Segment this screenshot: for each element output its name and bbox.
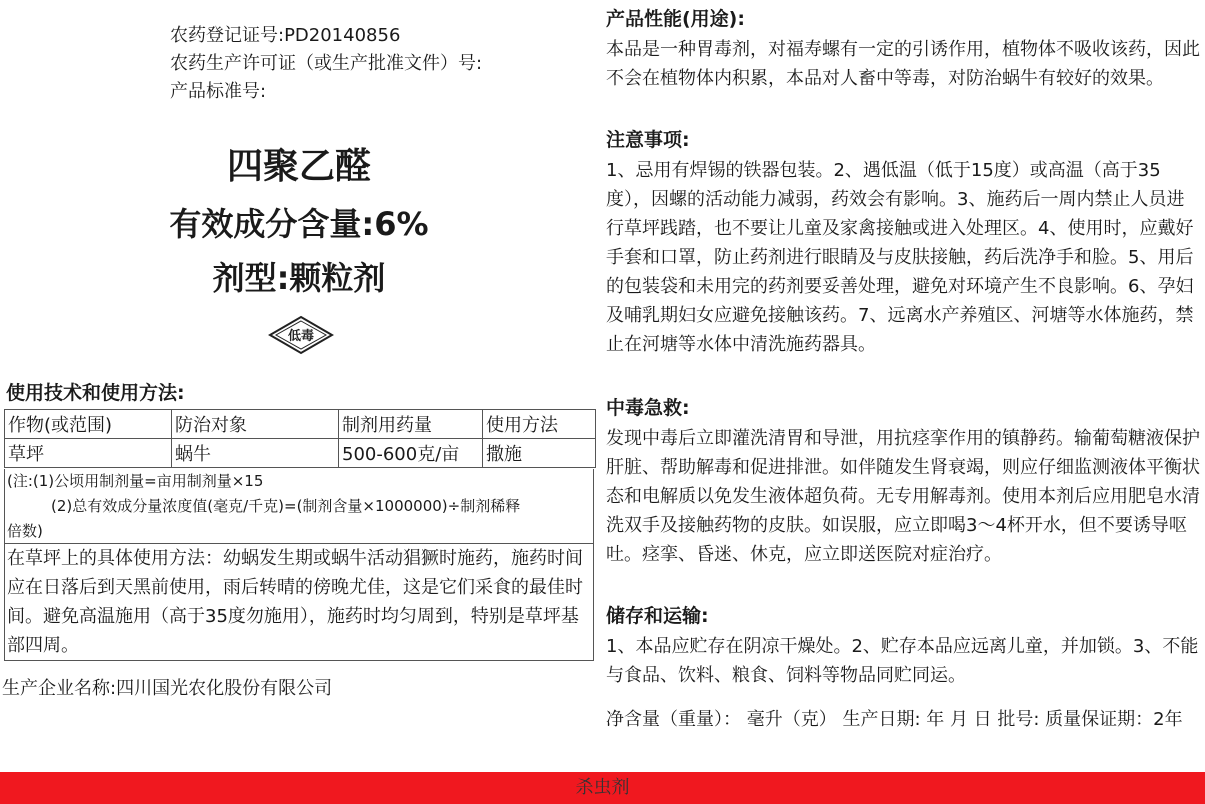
category-bar: 杀虫剂 xyxy=(0,772,1205,804)
manufacturer-name: 生产企业名称:四川国光农化股份有限公司 xyxy=(2,678,333,699)
note-line-2: (2)总有效成分量浓度值(毫克/千克)=(制剂含量×1000000)÷制剂稀释 xyxy=(51,497,521,515)
registration-block xyxy=(170,22,482,106)
usage-detail-text: 在草坪上的具体使用方法：幼蜗发生期或蜗牛活动猖獗时施药，施药时间应在日落后到天黑前使用，雨后转晴的傍晚尤佳，这是它们采食的最佳时间。避免高温施用（高于35度勿施用），施药时均匀周到，特别是草坪基部四周。 xyxy=(4,543,594,661)
table-cell-crop: 草坪 xyxy=(5,439,172,468)
table-header-dosage: 制剂用药量 xyxy=(339,410,483,439)
right-column xyxy=(604,0,1202,772)
note-line-3: 倍数) xyxy=(7,522,43,540)
table-cell-method: 撒施 xyxy=(483,439,596,468)
usage-heading: 使用技术和使用方法: xyxy=(6,382,185,404)
table-cell-target: 蜗牛 xyxy=(172,439,339,468)
first-aid-text: 发现中毒后立即灌洗清胃和导泄，用抗痉挛作用的镇静药。输葡萄糖液保护肝脏、帮助解毒和促进排泄。如伴随发生肾衰竭，则应仔细监测液体平衡状态和电解质以免发生液体超负荷。无专用解毒剂。使用本剂后应用肥皂水清洗双手及接触药物的皮肤。如误服，应立即喝3～4杯开水，但不要诱导呕吐。痉挛、昏迷、休克，应立即送医院对症治疗。 xyxy=(606,428,1200,565)
performance-heading: 产品性能(用途): xyxy=(606,8,745,30)
storage-text: 1、本品应贮存在阴凉干燥处。2、贮存本品应远离儿童，并加锁。3、不能与食品、饮料、粮食、饲料等物品同贮同运。 xyxy=(606,636,1199,686)
first-aid-heading: 中毒急救: xyxy=(606,397,690,419)
performance-text: 本品是一种胃毒剂，对福寿螺有一定的引诱作用，植物体不吸收该药，因此不会在植物体内积累，本品对人畜中等毒，对防治蜗牛有较好的效果。 xyxy=(606,39,1200,89)
product-name: 四聚乙醛 xyxy=(226,146,371,187)
table-header-crop: 作物(或范围) xyxy=(5,410,172,439)
table-header-method: 使用方法 xyxy=(483,410,596,439)
low-toxicity-diamond-icon xyxy=(268,315,334,355)
active-ingredient-content: 有效成分含量:6% xyxy=(169,205,429,243)
table-row xyxy=(5,439,596,468)
formulation-type: 剂型:颗粒剂 xyxy=(212,259,386,297)
toxicity-label: 低毒 xyxy=(287,329,315,344)
product-standard-no: 产品标准号: xyxy=(170,81,267,102)
net-content-date-batch: 净含量（重量）： 毫升（克） 生产日期: 年 月 日 批号: 质量保证期：2年 xyxy=(606,709,1183,730)
production-license-no: 农药生产许可证（或生产批准文件）号: xyxy=(170,53,483,74)
table-header-row xyxy=(5,410,596,439)
left-column xyxy=(0,0,598,772)
table-header-target: 防治对象 xyxy=(172,410,339,439)
dosage-notes xyxy=(4,469,594,545)
note-line-1: (注:(1)公顷用制剂量=亩用制剂量×15 xyxy=(7,472,264,490)
table-cell-dosage: 500-600克/亩 xyxy=(339,439,483,468)
dosage-table xyxy=(4,409,596,468)
registration-cert-no: 农药登记证号:PD20140856 xyxy=(170,25,401,46)
storage-heading: 储存和运输: xyxy=(606,605,709,627)
precautions-heading: 注意事项: xyxy=(606,129,690,151)
precautions-text: 1、忌用有焊锡的铁器包装。2、遇低温（低于15度）或高温（高于35度），因螺的活动能力减弱，药效会有影响。3、施药后一周内禁止人员进行草坪践踏，也不要让儿童及家禽接触或进入处理区。4、使用时，应戴好手套和口罩，防止药剂进行眼睛及与皮肤接触，药后洗净手和脸。5、用后的包装袋和未用完的药剂要妥善处理，避免对环境产生不良影响。6、孕妇及哺乳期妇女应避免接触该药。7、远离水产养殖区、河塘等水体施药，禁止在河塘等水体中清洗施药器具。 xyxy=(606,160,1194,355)
